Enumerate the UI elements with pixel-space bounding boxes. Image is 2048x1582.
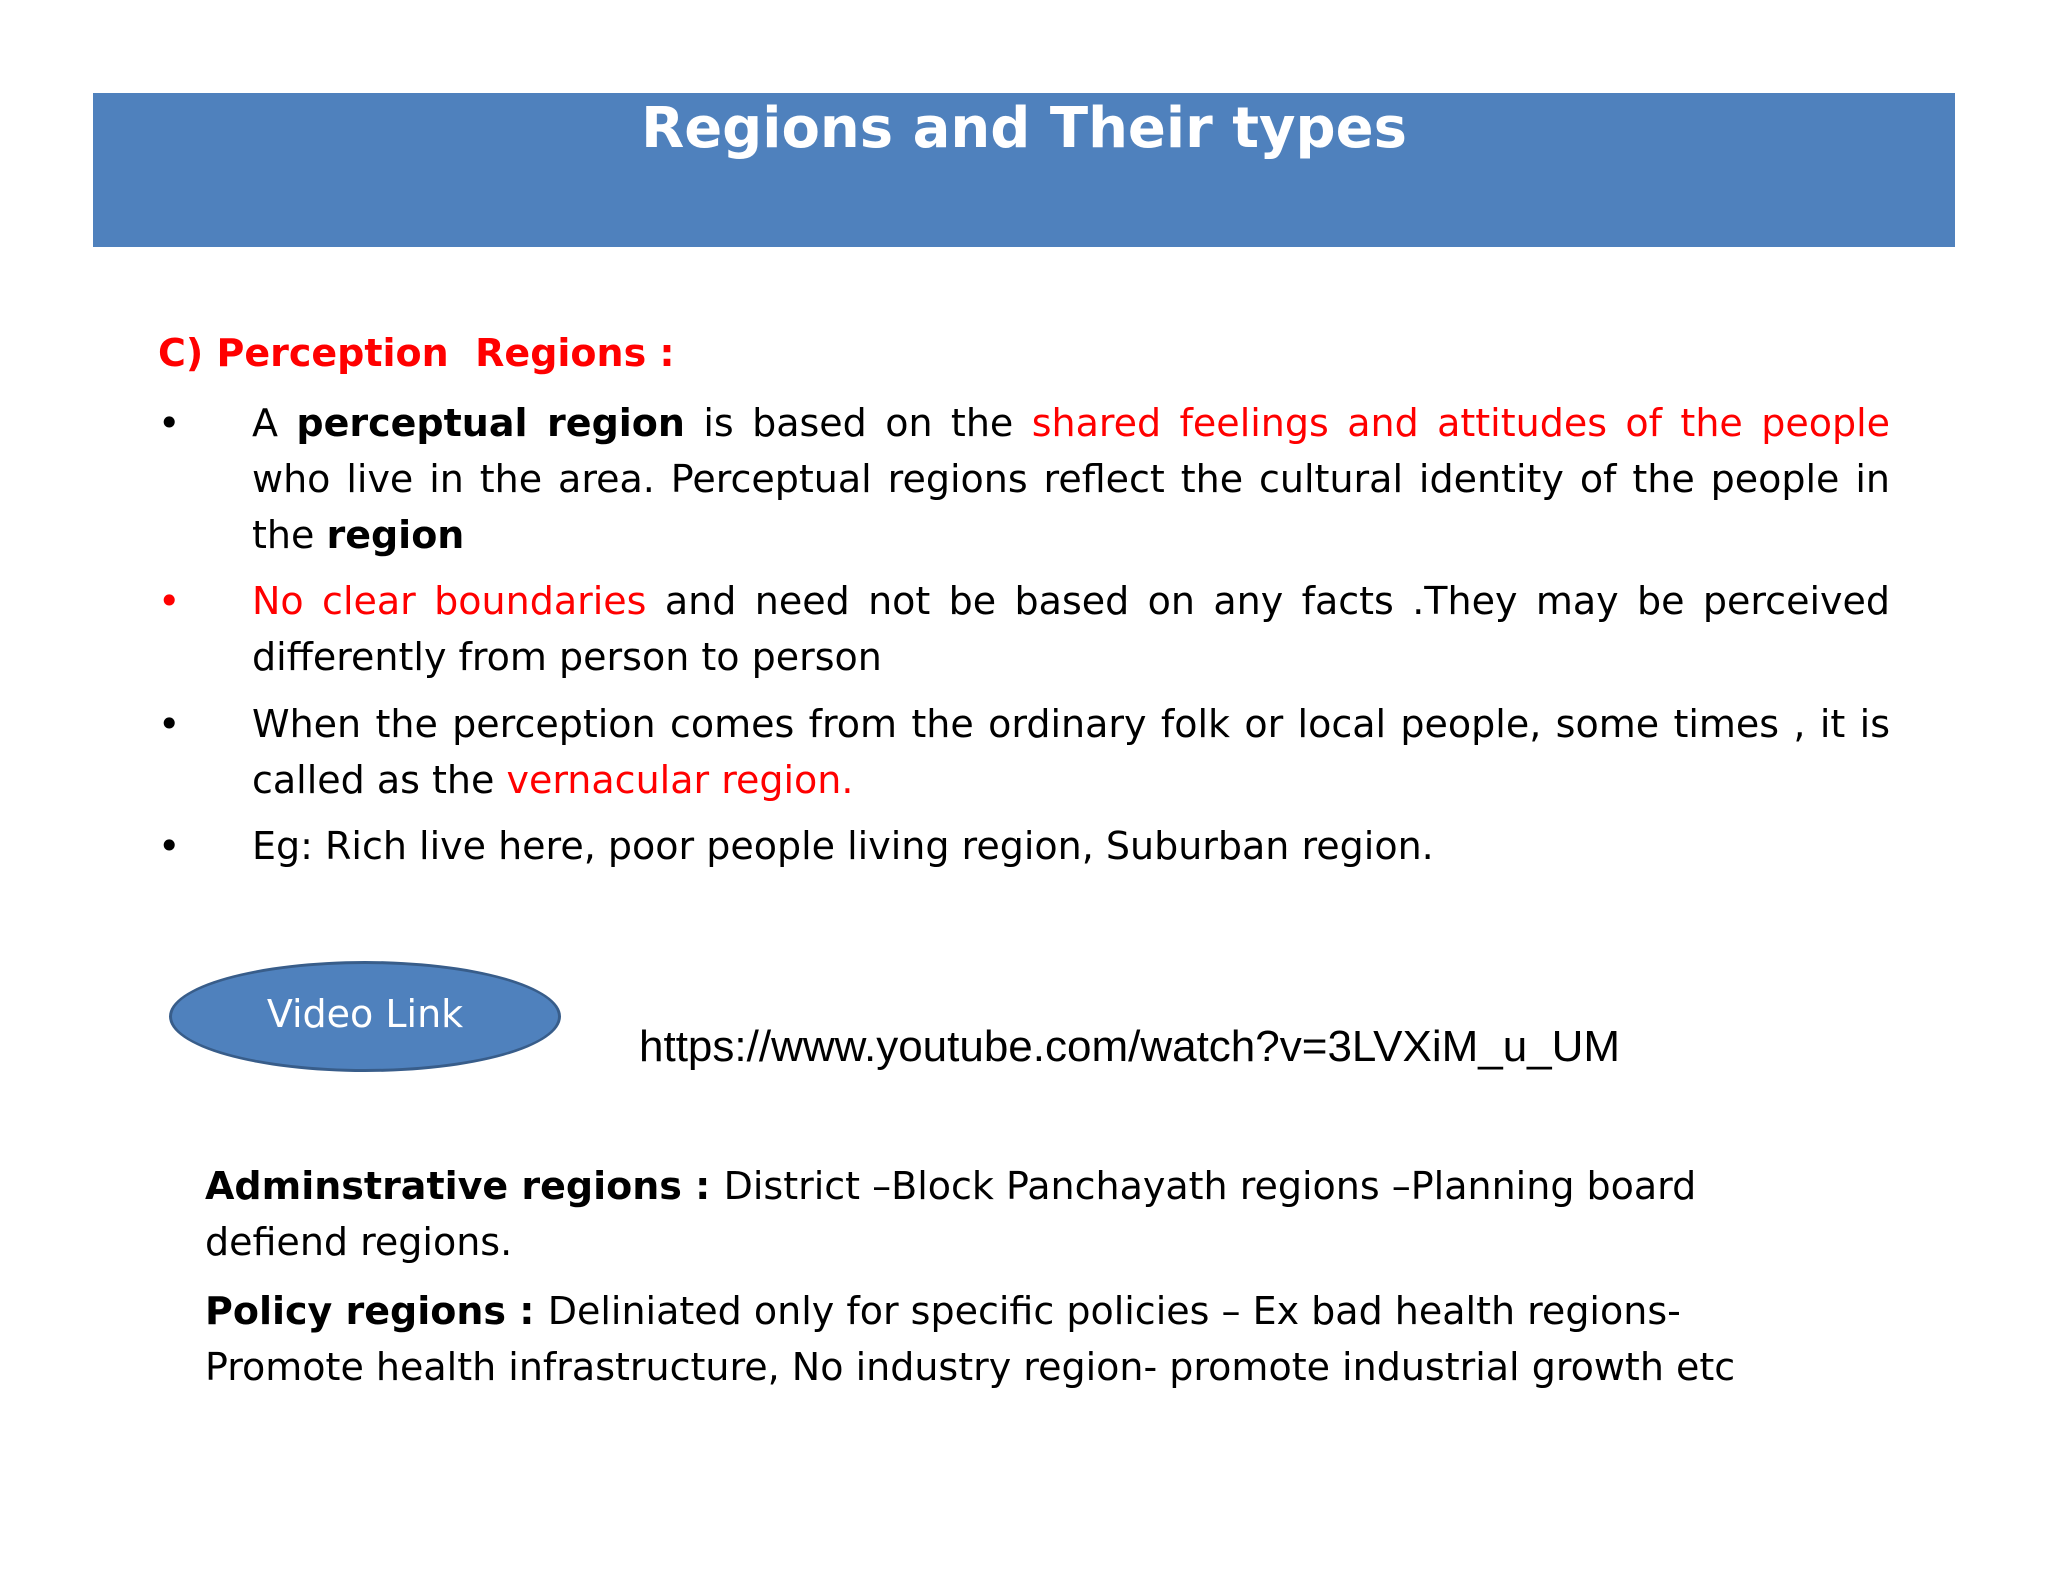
bullet-marker: • bbox=[158, 579, 181, 623]
administrative-text: District –Block Panchayath regions –Planning board defiend regions. bbox=[205, 1164, 1697, 1264]
highlight-text: vernacular region. bbox=[506, 758, 854, 802]
section-heading: C) Perception Regions : bbox=[158, 331, 675, 375]
bullet-text bbox=[252, 573, 1890, 685]
administrative-label: Adminstrative regions : bbox=[205, 1164, 724, 1208]
bullet-example bbox=[158, 818, 1890, 874]
bullet-marker: • bbox=[158, 702, 181, 746]
text-run: When the perception comes from the ordinary folk or local people, some times , it is called as the bbox=[252, 702, 1890, 802]
text-run: and need not be based on any facts .They may be perceived differently from person to person bbox=[252, 579, 1890, 679]
text-run: is based on the bbox=[684, 401, 1032, 445]
bullet-text bbox=[252, 395, 1890, 563]
policy-label: Policy regions : bbox=[205, 1289, 548, 1333]
text-run: A bbox=[252, 401, 297, 445]
highlight-text: shared feelings and attitudes of the people bbox=[1031, 401, 1891, 445]
bullet-no-clear-boundaries bbox=[158, 573, 1890, 685]
bullet-text: Eg: Rich live here, poor people living region, Suburban region. bbox=[252, 824, 1434, 868]
policy-regions-paragraph bbox=[205, 1283, 1825, 1395]
bullet-marker: • bbox=[158, 824, 181, 868]
bullet-vernacular-region bbox=[158, 696, 1890, 808]
bold-term: perceptual region bbox=[296, 401, 685, 445]
highlight-text: No clear boundaries bbox=[252, 579, 647, 623]
text-run: who live in the area. Perceptual regions reflect the cultural identity of the people in the bbox=[252, 457, 1890, 557]
bullet-perceptual-region bbox=[158, 395, 1890, 565]
slide-title: Regions and Their types bbox=[641, 96, 1407, 161]
video-url-link[interactable]: https://www.youtube.com/watch?v=3LVXiM_u_UM bbox=[639, 1022, 1621, 1071]
video-link-button[interactable]: Video Link bbox=[169, 961, 561, 1072]
bullet-marker: • bbox=[158, 401, 181, 445]
bold-term: region bbox=[326, 513, 465, 557]
bullet-text bbox=[252, 696, 1890, 808]
policy-text: Deliniated only for specific policies – Ex bad health regions- Promote health infrastructure, No industry region- promote industrial growth etc bbox=[205, 1289, 1736, 1389]
administrative-regions-paragraph bbox=[205, 1158, 1825, 1270]
